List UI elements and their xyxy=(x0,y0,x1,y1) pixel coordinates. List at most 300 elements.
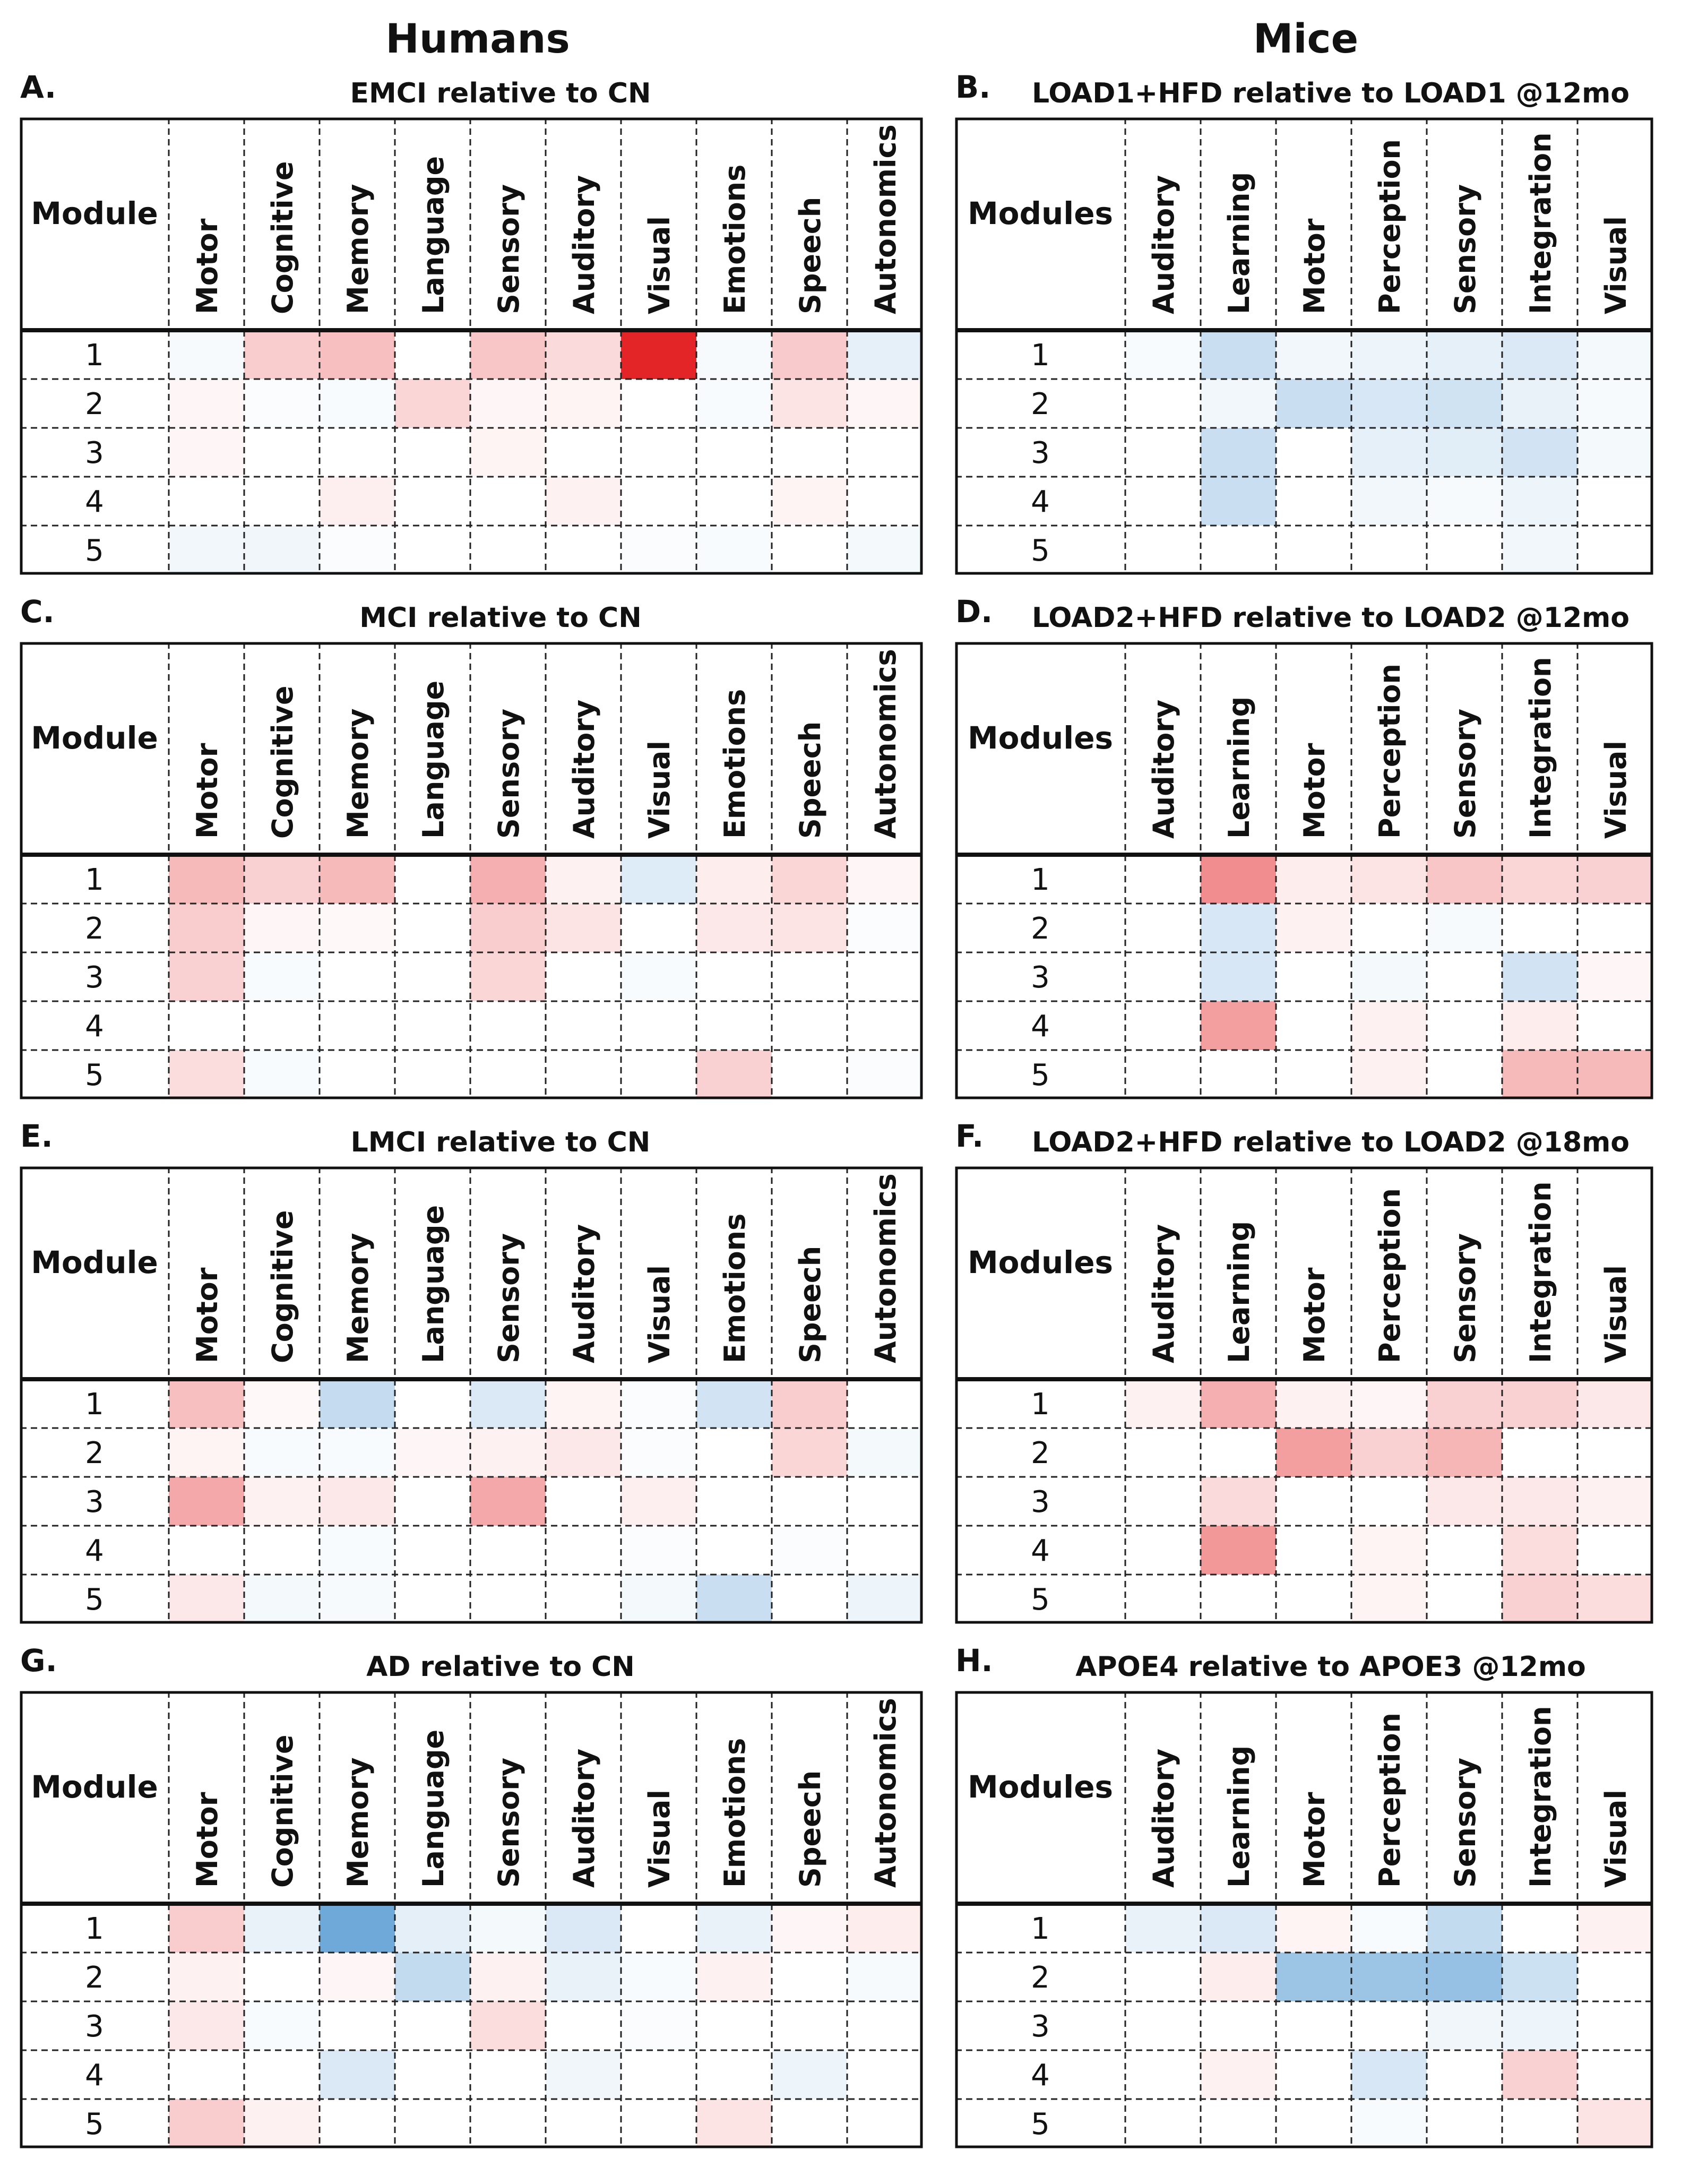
row-label: 2 xyxy=(85,912,104,946)
heatmap-cell xyxy=(320,1477,395,1526)
heatmap-cell xyxy=(1427,855,1502,904)
heatmap-cell xyxy=(696,1953,772,2001)
heatmap-cell xyxy=(169,1904,244,1953)
heatmap-cell xyxy=(1427,1526,1502,1575)
heatmap-cell xyxy=(395,1428,470,1477)
heatmap-cell xyxy=(1125,1953,1201,2001)
heatmap-cell xyxy=(1125,952,1201,1001)
heatmap xyxy=(20,1691,923,2148)
heatmap-cell xyxy=(546,428,621,477)
heatmap-cell xyxy=(621,1477,696,1526)
row-label: 4 xyxy=(1031,1009,1050,1044)
row-label: 3 xyxy=(1031,436,1050,470)
heatmap-cell xyxy=(772,855,847,904)
heatmap-cell xyxy=(696,1526,772,1575)
column-label: Motor xyxy=(1298,218,1331,314)
heatmap-cell xyxy=(847,330,923,379)
heatmap-cell xyxy=(696,2050,772,2099)
heatmap-cell xyxy=(169,1001,244,1050)
column-label: Integration xyxy=(1524,1181,1557,1363)
heatmap-cell xyxy=(169,1050,244,1099)
heatmap-cell xyxy=(847,379,923,428)
heatmap-cell xyxy=(169,855,244,904)
row-label: 5 xyxy=(85,1058,104,1093)
row-label: 4 xyxy=(1031,485,1050,519)
row-header-label: Module xyxy=(31,1769,158,1805)
heatmap-cell xyxy=(1201,1526,1276,1575)
heatmap-cell xyxy=(1502,526,1577,574)
heatmap xyxy=(955,1691,1653,2148)
heatmap-cell xyxy=(847,477,923,526)
panel-g xyxy=(20,1643,928,2163)
heatmap-cell xyxy=(1427,526,1502,574)
heatmap-cell xyxy=(1125,330,1201,379)
column-label: Emotions xyxy=(718,164,752,314)
heatmap-cell xyxy=(546,1904,621,1953)
heatmap-cell xyxy=(169,1477,244,1526)
heatmap-cell xyxy=(470,379,546,428)
heatmap-cell xyxy=(1351,952,1427,1001)
heatmap-cell xyxy=(696,1477,772,1526)
column-label: Perception xyxy=(1373,1188,1407,1363)
row-header-label: Modules xyxy=(967,1244,1114,1280)
heatmap-cell xyxy=(470,1575,546,1623)
heatmap-cell xyxy=(621,2050,696,2099)
heatmap-cell xyxy=(244,2099,320,2148)
row-header-label: Modules xyxy=(967,720,1114,756)
row-label: 4 xyxy=(85,2058,104,2093)
heatmap-cell xyxy=(1125,1050,1201,1099)
heatmap-cell xyxy=(1125,1477,1201,1526)
heatmap-cell xyxy=(1351,1379,1427,1428)
heatmap-cell xyxy=(320,1575,395,1623)
heatmap-cell xyxy=(395,952,470,1001)
heatmap-cell xyxy=(1276,1953,1351,2001)
heatmap-cell xyxy=(169,1575,244,1623)
heatmap-cell xyxy=(395,330,470,379)
heatmap-cell xyxy=(1427,2099,1502,2148)
heatmap-cell xyxy=(546,477,621,526)
heatmap-cell xyxy=(1201,2050,1276,2099)
heatmap-cell xyxy=(395,2001,470,2050)
heatmap-cell xyxy=(1427,2050,1502,2099)
heatmap-cell xyxy=(1577,2001,1653,2050)
heatmap-cell xyxy=(772,379,847,428)
column-label: Speech xyxy=(794,1770,827,1888)
heatmap-cell xyxy=(1125,477,1201,526)
heatmap-cell xyxy=(1502,2001,1577,2050)
heatmap-cell xyxy=(847,1477,923,1526)
heatmap-cell xyxy=(1201,1001,1276,1050)
heatmap-cell xyxy=(1427,330,1502,379)
panel-title: MCI relative to CN xyxy=(359,602,642,634)
heatmap-cell xyxy=(847,952,923,1001)
heatmap-cell xyxy=(696,1428,772,1477)
row-label: 4 xyxy=(1031,2058,1050,2093)
column-label: Motor xyxy=(191,1792,224,1888)
row-header-label: Modules xyxy=(967,195,1114,231)
heatmap-cell xyxy=(320,330,395,379)
heatmap-cell xyxy=(169,2001,244,2050)
heatmap-cell xyxy=(395,2050,470,2099)
heatmap-cell xyxy=(470,904,546,952)
row-label: 5 xyxy=(85,2107,104,2142)
panel-letter: H. xyxy=(955,1643,993,1679)
heatmap-cell xyxy=(1276,330,1351,379)
heatmap-cell xyxy=(1276,1379,1351,1428)
heatmap-cell xyxy=(1502,330,1577,379)
heatmap-cell xyxy=(847,1050,923,1099)
column-label: Sensory xyxy=(492,708,525,839)
heatmap-cell xyxy=(1351,2099,1427,2148)
heatmap-cell xyxy=(1502,379,1577,428)
heatmap-cell xyxy=(847,1575,923,1623)
heatmap-cell xyxy=(621,428,696,477)
heatmap-cell xyxy=(320,2099,395,2148)
column-label: Sensory xyxy=(1449,708,1482,839)
panel-letter: A. xyxy=(20,69,56,105)
row-label: 1 xyxy=(85,863,104,897)
row-label: 3 xyxy=(85,1485,104,1519)
column-label: Sensory xyxy=(492,184,525,314)
heatmap-cell xyxy=(169,428,244,477)
heatmap-cell xyxy=(1577,1526,1653,1575)
row-label: 3 xyxy=(1031,2009,1050,2044)
heatmap-cell xyxy=(1577,1575,1653,1623)
heatmap-cell xyxy=(244,330,320,379)
heatmap-cell xyxy=(244,2050,320,2099)
column-label: Auditory xyxy=(567,1224,601,1363)
column-label: Perception xyxy=(1373,1713,1407,1888)
heatmap-cell xyxy=(546,1379,621,1428)
heatmap-cell xyxy=(1276,379,1351,428)
heatmap-cell xyxy=(1125,2050,1201,2099)
heatmap-cell xyxy=(1351,379,1427,428)
column-label: Integration xyxy=(1524,132,1557,314)
heatmap-cell xyxy=(772,2001,847,2050)
heatmap-cell xyxy=(470,2001,546,2050)
heatmap-cell xyxy=(1577,1050,1653,1099)
heatmap-cell xyxy=(244,1379,320,1428)
heatmap-cell xyxy=(1351,1428,1427,1477)
heatmap-cell xyxy=(546,1575,621,1623)
heatmap-cell xyxy=(847,1953,923,2001)
heatmap-cell xyxy=(847,1904,923,1953)
row-label: 2 xyxy=(1031,1436,1050,1471)
heatmap-cell xyxy=(169,526,244,574)
heatmap-cell xyxy=(696,1904,772,1953)
heatmap-cell xyxy=(1125,526,1201,574)
heatmap-cell xyxy=(772,1575,847,1623)
heatmap-cell xyxy=(470,1001,546,1050)
heatmap-cell xyxy=(1276,1575,1351,1623)
heatmap-cell xyxy=(320,477,395,526)
heatmap-cell xyxy=(244,2001,320,2050)
heatmap-cell xyxy=(320,952,395,1001)
heatmap-cell xyxy=(395,1001,470,1050)
heatmap-cell xyxy=(1427,379,1502,428)
heatmap-cell xyxy=(847,1428,923,1477)
heatmap-cell xyxy=(320,904,395,952)
column-label: Cognitive xyxy=(266,1734,299,1888)
row-label: 1 xyxy=(1031,863,1050,897)
heatmap-cell xyxy=(1276,526,1351,574)
row-label: 3 xyxy=(1031,960,1050,995)
heatmap-cell xyxy=(320,1001,395,1050)
heatmap-cell xyxy=(1427,2001,1502,2050)
heatmap-cell xyxy=(621,1428,696,1477)
heatmap-cell xyxy=(772,526,847,574)
heatmap-cell xyxy=(1427,1477,1502,1526)
heatmap-cell xyxy=(1427,1001,1502,1050)
panel-h xyxy=(955,1643,1658,2163)
column-label: Auditory xyxy=(1147,1748,1180,1888)
heatmap-cell xyxy=(1351,904,1427,952)
panel-d xyxy=(955,594,1658,1114)
heatmap-cell xyxy=(696,428,772,477)
heatmap-cell xyxy=(1351,428,1427,477)
heatmap-cell xyxy=(320,1953,395,2001)
heatmap-cell xyxy=(320,2050,395,2099)
column-label: Learning xyxy=(1222,1220,1256,1363)
heatmap xyxy=(955,118,1653,574)
column-label: Emotions xyxy=(718,1213,752,1363)
heatmap xyxy=(20,118,923,574)
heatmap-cell xyxy=(772,1526,847,1575)
heatmap-cell xyxy=(1201,1953,1276,2001)
heatmap-cell xyxy=(546,855,621,904)
heatmap-cell xyxy=(847,2001,923,2050)
heatmap-cell xyxy=(1201,1428,1276,1477)
heatmap-cell xyxy=(1125,1379,1201,1428)
heatmap-cell xyxy=(546,904,621,952)
heatmap-cell xyxy=(470,952,546,1001)
column-label: Memory xyxy=(341,184,375,314)
heatmap-cell xyxy=(1577,855,1653,904)
heatmap-cell xyxy=(395,1526,470,1575)
heatmap-cell xyxy=(772,1904,847,1953)
heatmap-cell xyxy=(546,1428,621,1477)
column-label: Speech xyxy=(794,721,827,839)
heatmap xyxy=(955,1167,1653,1623)
heatmap-cell xyxy=(1276,1050,1351,1099)
heatmap-cell xyxy=(1125,379,1201,428)
heatmap-cell xyxy=(1577,1904,1653,1953)
row-label: 2 xyxy=(85,1436,104,1471)
heatmap-cell xyxy=(847,855,923,904)
heatmap-cell xyxy=(1201,2001,1276,2050)
row-label: 4 xyxy=(85,1534,104,1568)
heatmap-cell xyxy=(1502,1428,1577,1477)
column-label: Emotions xyxy=(718,1738,752,1888)
heatmap-cell xyxy=(169,1953,244,2001)
heatmap-cell xyxy=(395,1575,470,1623)
heatmap-cell xyxy=(546,379,621,428)
heatmap-cell xyxy=(1502,1904,1577,1953)
heatmap-cell xyxy=(1502,428,1577,477)
row-label: 2 xyxy=(1031,912,1050,946)
heatmap-cell xyxy=(1502,1953,1577,2001)
panel-title: AD relative to CN xyxy=(366,1651,635,1683)
heatmap-cell xyxy=(1351,1904,1427,1953)
column-label: Motor xyxy=(1298,743,1331,839)
heatmap-cell xyxy=(621,1953,696,2001)
row-label: 5 xyxy=(1031,1058,1050,1093)
column-label: Visual xyxy=(1599,741,1633,839)
heatmap-cell xyxy=(169,904,244,952)
heatmap-cell xyxy=(546,2001,621,2050)
heatmap-cell xyxy=(395,2099,470,2148)
heatmap-cell xyxy=(320,1428,395,1477)
heatmap-cell xyxy=(1125,2001,1201,2050)
heatmap-cell xyxy=(1276,428,1351,477)
heatmap-cell xyxy=(395,855,470,904)
heatmap-cell xyxy=(1427,428,1502,477)
heatmap-cell xyxy=(470,1526,546,1575)
heatmap-cell xyxy=(470,1050,546,1099)
heatmap-cell xyxy=(1276,1477,1351,1526)
heatmap-cell xyxy=(470,526,546,574)
column-label: Visual xyxy=(643,1790,676,1888)
heatmap-cell xyxy=(1502,1001,1577,1050)
row-label: 4 xyxy=(85,1009,104,1044)
heatmap-cell xyxy=(546,2050,621,2099)
heatmap-cell xyxy=(1502,477,1577,526)
column-label: Learning xyxy=(1222,696,1256,839)
panel-title: EMCI relative to CN xyxy=(350,78,651,109)
row-label: 1 xyxy=(1031,1912,1050,1946)
column-label: Sensory xyxy=(1449,1757,1482,1888)
heatmap-cell xyxy=(621,330,696,379)
column-label: Sensory xyxy=(492,1757,525,1888)
heatmap-cell xyxy=(1201,477,1276,526)
heatmap-cell xyxy=(772,330,847,379)
row-header-label: Modules xyxy=(967,1769,1114,1805)
row-label: 5 xyxy=(85,1583,104,1617)
column-label: Motor xyxy=(191,218,224,314)
column-label: Visual xyxy=(1599,1790,1633,1888)
column-label: Language xyxy=(417,156,450,314)
column-label: Auditory xyxy=(1147,1224,1180,1363)
column-label: Cognitive xyxy=(266,161,299,314)
column-label: Autonomics xyxy=(869,1173,902,1363)
heatmap-cell xyxy=(1577,1001,1653,1050)
column-label: Language xyxy=(417,1205,450,1363)
heatmap-cell xyxy=(1201,855,1276,904)
heatmap-cell xyxy=(1351,855,1427,904)
heatmap-cell xyxy=(1502,1379,1577,1428)
column-label: Cognitive xyxy=(266,685,299,839)
heatmap xyxy=(20,1167,923,1623)
heatmap-cell xyxy=(696,1379,772,1428)
column-label: Memory xyxy=(341,1757,375,1888)
heatmap-cell xyxy=(1577,1953,1653,2001)
heatmap-cell xyxy=(772,477,847,526)
column-label: Language xyxy=(417,680,450,839)
row-label: 1 xyxy=(1031,1387,1050,1422)
heatmap-cell xyxy=(395,904,470,952)
row-label: 2 xyxy=(85,387,104,422)
heatmap-cell xyxy=(169,1526,244,1575)
column-label: Auditory xyxy=(1147,699,1180,839)
heatmap-cell xyxy=(395,1477,470,1526)
heatmap-cell xyxy=(395,379,470,428)
column-label: Sensory xyxy=(1449,184,1482,314)
heatmap-cell xyxy=(1276,1526,1351,1575)
heatmap-cell xyxy=(244,1575,320,1623)
heatmap-cell xyxy=(772,904,847,952)
heatmap-cell xyxy=(1201,526,1276,574)
heatmap-cell xyxy=(169,330,244,379)
heatmap-cell xyxy=(621,1526,696,1575)
heatmap-cell xyxy=(1201,1904,1276,1953)
row-label: 1 xyxy=(85,338,104,373)
column-label: Memory xyxy=(341,708,375,839)
heatmap-cell xyxy=(169,1379,244,1428)
heatmap-cell xyxy=(1125,1526,1201,1575)
heatmap-cell xyxy=(772,1477,847,1526)
column-label: Motor xyxy=(191,1267,224,1363)
heatmap-cell xyxy=(772,2050,847,2099)
column-label: Visual xyxy=(1599,216,1633,314)
heatmap-cell xyxy=(546,1050,621,1099)
heatmap-cell xyxy=(244,855,320,904)
heatmap-cell xyxy=(546,1526,621,1575)
heatmap-cell xyxy=(546,526,621,574)
panel-title: LOAD1+HFD relative to LOAD1 @12mo xyxy=(1031,78,1630,109)
heatmap-cell xyxy=(621,477,696,526)
heatmap-cell xyxy=(395,477,470,526)
column-label: Autonomics xyxy=(869,124,902,314)
column-label: Emotions xyxy=(718,689,752,839)
heatmap-cell xyxy=(320,1379,395,1428)
heatmap-cell xyxy=(244,952,320,1001)
heatmap-cell xyxy=(847,2050,923,2099)
heatmap-cell xyxy=(696,330,772,379)
heatmap-cell xyxy=(320,855,395,904)
row-label: 5 xyxy=(85,534,104,568)
heatmap-cell xyxy=(244,1904,320,1953)
heatmap-cell xyxy=(1427,904,1502,952)
heatmap-cell xyxy=(1125,1575,1201,1623)
heatmap-cell xyxy=(772,1428,847,1477)
heatmap-cell xyxy=(470,1379,546,1428)
row-label: 1 xyxy=(1031,338,1050,373)
heatmap-cell xyxy=(621,904,696,952)
row-header-label: Module xyxy=(31,1244,158,1280)
heatmap-cell xyxy=(1351,2050,1427,2099)
heatmap-cell xyxy=(1351,1477,1427,1526)
heatmap-cell xyxy=(621,1050,696,1099)
heatmap-cell xyxy=(1201,1477,1276,1526)
panel-letter: E. xyxy=(20,1118,53,1154)
heatmap-cell xyxy=(244,1001,320,1050)
heatmap-cell xyxy=(320,526,395,574)
heatmap-cell xyxy=(1201,1050,1276,1099)
row-label: 2 xyxy=(1031,1961,1050,1995)
heatmap-cell xyxy=(169,2099,244,2148)
heatmap-cell xyxy=(1276,2050,1351,2099)
heatmap-cell xyxy=(621,2001,696,2050)
heatmap-cell xyxy=(1427,1904,1502,1953)
row-label: 5 xyxy=(1031,534,1050,568)
panel-letter: F. xyxy=(955,1118,984,1154)
heatmap-cell xyxy=(696,379,772,428)
heatmap-cell xyxy=(395,1050,470,1099)
row-label: 4 xyxy=(85,485,104,519)
heatmap-cell xyxy=(621,1001,696,1050)
heatmap-cell xyxy=(772,1953,847,2001)
